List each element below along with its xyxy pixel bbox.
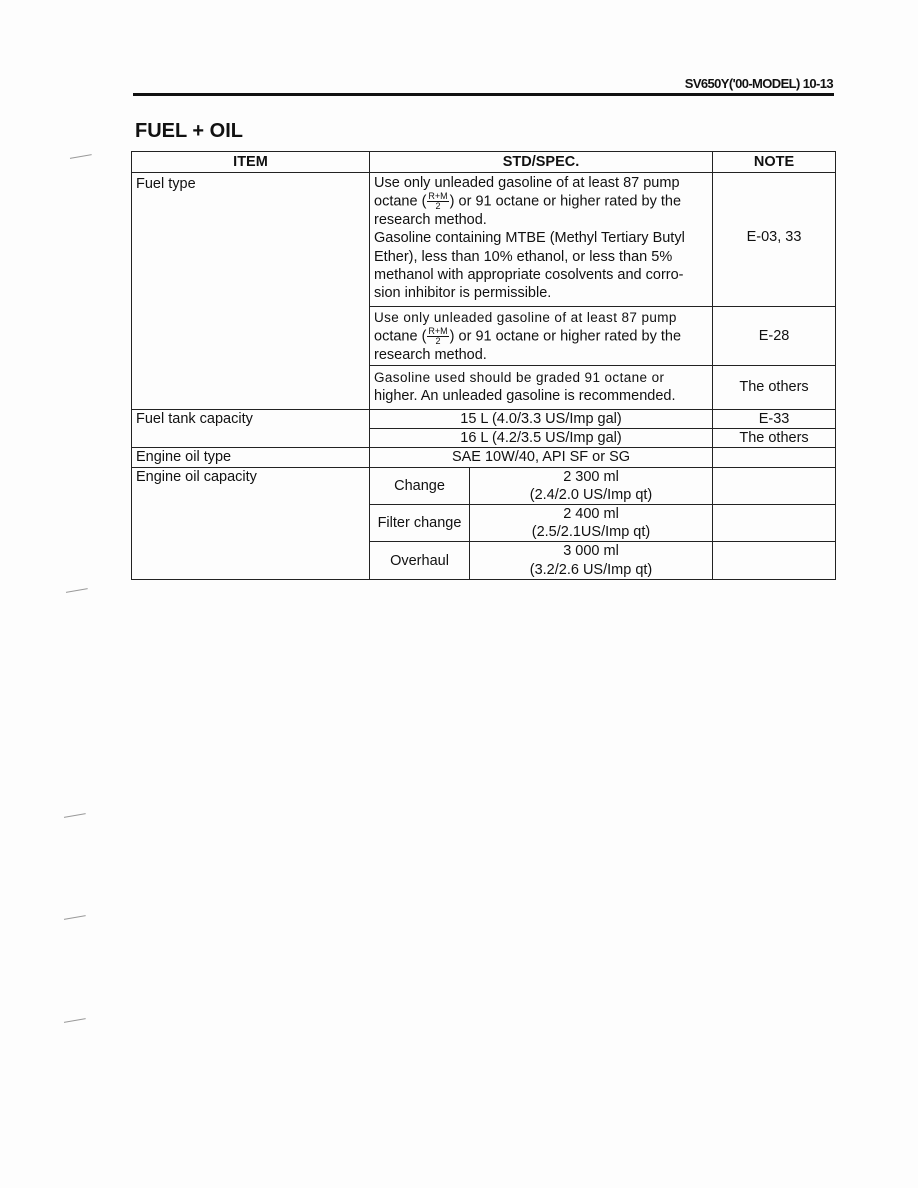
oil-value-change — [470, 467, 713, 504]
fraction-denominator: 2 — [435, 201, 441, 212]
oil-value-qt: (3.2/2.6 US/Imp qt) — [529, 561, 653, 578]
spec-line — [374, 192, 706, 211]
spec-fuel-tank-2: 16 L (4.2/3.5 US/Imp gal) — [370, 429, 713, 448]
spec-line: Use only unleaded gasoline of at least 87 pump — [374, 310, 677, 325]
spec-line: methanol with appropriate cosolvents and corro- — [374, 266, 684, 283]
section-title: FUEL + OIL — [135, 120, 243, 142]
margin-mark — [66, 588, 88, 595]
spec-line: research method. — [374, 347, 487, 364]
table-row — [132, 467, 836, 504]
fraction-numerator: R+M — [428, 326, 448, 337]
oil-value-filter-change — [470, 505, 713, 542]
spec-line: research method. — [374, 212, 487, 229]
spec-fuel-type-2 — [370, 307, 713, 366]
spec-line: Use only unleaded gasoline of at least 87 pump — [374, 175, 680, 191]
note-oil-filter-change — [713, 505, 836, 542]
table-row — [132, 448, 836, 467]
note-oil-change — [713, 467, 836, 504]
spec-fuel-type-3 — [370, 366, 713, 410]
margin-mark — [64, 1018, 86, 1025]
oil-value-ml: 3 000 ml — [563, 543, 619, 560]
note-the-others-tank: The others — [713, 429, 836, 448]
spec-line — [374, 327, 706, 346]
item-fuel-tank: Fuel tank capacity — [132, 410, 370, 448]
header-rule — [133, 93, 834, 96]
margin-mark — [70, 154, 92, 161]
spec-line: Gasoline containing MTBE (Methyl Tertiary Butyl — [374, 230, 685, 247]
spec-fuel-tank-1: 15 L (4.0/3.3 US/Imp gal) — [370, 410, 713, 429]
header-note: NOTE — [713, 152, 836, 173]
note-the-others-fuel: The others — [713, 366, 836, 410]
note-e28: E-28 — [713, 307, 836, 366]
page-header-reference: SV650Y('00-MODEL) 10-13 — [684, 76, 833, 91]
margin-mark — [64, 915, 86, 922]
spec-text: ) or 91 octane or higher rated by the — [449, 193, 682, 210]
oil-label-overhaul: Overhaul — [370, 542, 470, 579]
fraction-denominator: 2 — [435, 336, 441, 347]
fuel-oil-spec-table — [131, 151, 836, 580]
spec-text: octane ( — [374, 193, 427, 210]
oil-label-change: Change — [370, 467, 470, 504]
header-item: ITEM — [132, 152, 370, 173]
spec-line: sion inhibitor is permissible. — [374, 285, 552, 302]
note-e33: E-33 — [713, 410, 836, 429]
table-row — [132, 173, 836, 307]
spec-line: Ether), less than 10% ethanol, or less than 5% — [374, 248, 673, 265]
note-e03: E-03, 33 — [713, 173, 836, 307]
oil-value-qt: (2.4/2.0 US/Imp qt) — [529, 486, 653, 503]
oil-label-filter-change: Filter change — [370, 505, 470, 542]
spec-line: higher. An unleaded gasoline is recommended. — [374, 388, 676, 405]
header-spec: STD/SPEC. — [370, 152, 713, 173]
fraction — [427, 327, 448, 346]
item-engine-oil-type: Engine oil type — [132, 448, 370, 467]
spec-line: Gasoline used should be graded 91 octane or — [374, 370, 665, 385]
oil-value-qt: (2.5/2.1US/Imp qt) — [531, 524, 651, 541]
spec-text: ) or 91 octane or higher rated by the — [449, 328, 682, 345]
table-header-row — [132, 152, 836, 173]
spec-text: octane ( — [374, 328, 427, 345]
margin-mark — [64, 813, 86, 820]
note-oil-overhaul — [713, 542, 836, 579]
item-engine-oil-capacity: Engine oil capacity — [132, 467, 370, 579]
oil-value-ml: 2 400 ml — [563, 506, 619, 523]
table-row — [132, 410, 836, 429]
item-fuel-type: Fuel type — [132, 173, 370, 410]
oil-value-overhaul — [470, 542, 713, 579]
oil-value-ml: 2 300 ml — [563, 468, 619, 485]
fraction — [427, 192, 448, 211]
spec-engine-oil-type: SAE 10W/40, API SF or SG — [370, 448, 713, 467]
note-engine-oil-type — [713, 448, 836, 467]
spec-fuel-type-1 — [370, 173, 713, 307]
fraction-numerator: R+M — [428, 191, 448, 202]
